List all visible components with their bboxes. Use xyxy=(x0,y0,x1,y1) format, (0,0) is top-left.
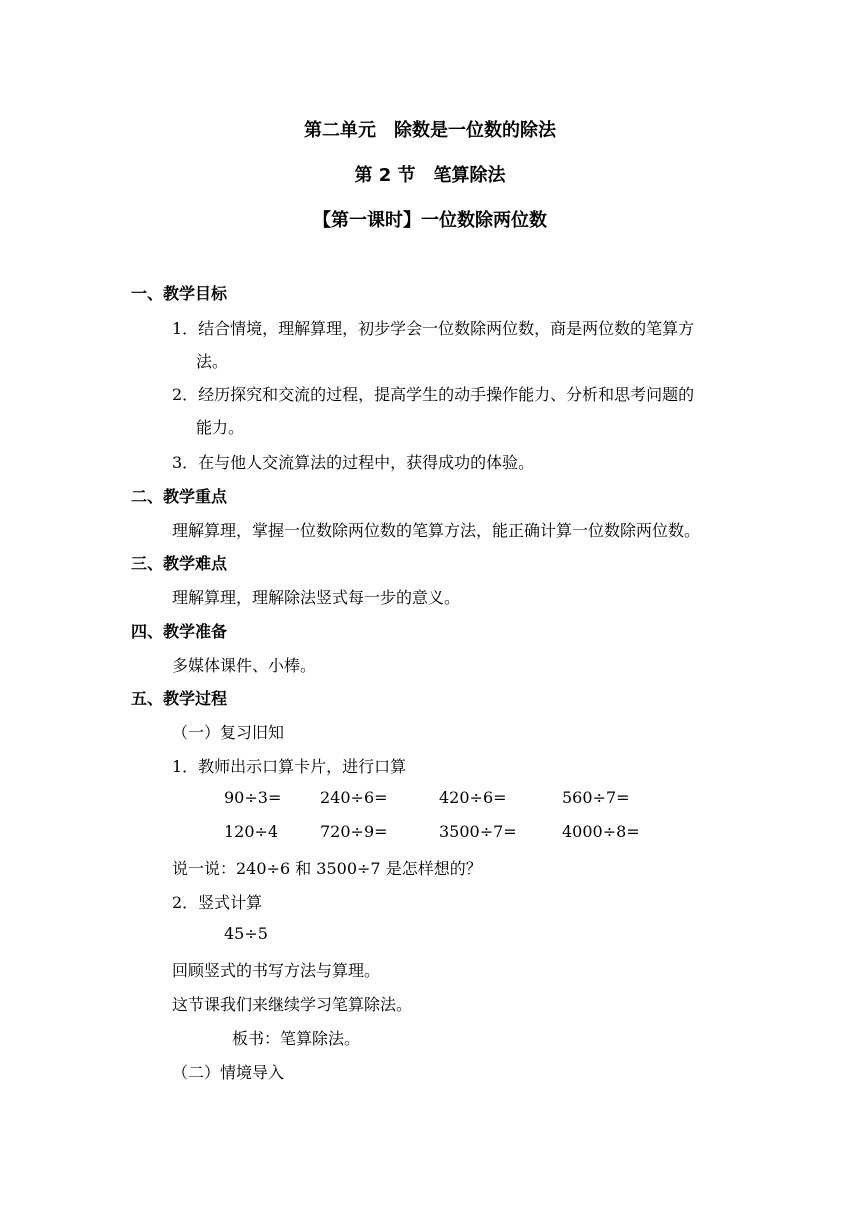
key-points-text: 理解算理，掌握一位数除两位数的笔算方法，能正确计算一位数除两位数。 xyxy=(172,521,701,540)
review-note: 回顾竖式的书写方法与算理。 xyxy=(172,961,381,980)
calc-item: 560÷7= xyxy=(562,788,630,807)
calc-item: 420÷6= xyxy=(439,788,507,807)
section-heading-difficulties: 三、教学难点 xyxy=(131,554,228,573)
goal-1-line-1: 1．结合情境，理解算理，初步学会一位数除两位数，商是两位数的笔算方 xyxy=(172,319,695,338)
goal-3: 3．在与他人交流算法的过程中，获得成功的体验。 xyxy=(172,453,535,472)
subsection-review: （一）复习旧知 xyxy=(172,723,285,742)
calc-item: 240÷6= xyxy=(320,788,388,807)
calc-item: 4000÷8= xyxy=(562,822,640,841)
step-1: 1．教师出示口算卡片，进行口算 xyxy=(172,757,407,776)
continue-note: 这节课我们来继续学习笔算除法。 xyxy=(172,995,413,1014)
section-heading-key-points: 二、教学重点 xyxy=(131,487,228,506)
section-heading-goals: 一、教学目标 xyxy=(131,284,228,303)
discussion-prompt: 说一说：240÷6 和 3500÷7 是怎样想的？ xyxy=(172,859,482,878)
section-heading-process: 五、教学过程 xyxy=(131,689,228,708)
goal-2-line-2: 能力。 xyxy=(196,418,245,437)
calc-item: 3500÷7= xyxy=(439,822,517,841)
calc-item: 90÷3= xyxy=(224,788,282,807)
step-2: 2．竖式计算 xyxy=(172,893,263,912)
calc-item: 720÷9= xyxy=(320,822,388,841)
board-note: 板书：笔算除法。 xyxy=(232,1029,361,1048)
goal-1-line-2: 法。 xyxy=(196,352,229,371)
calc-item: 120÷4 xyxy=(224,822,279,841)
section-heading-preparation: 四、教学准备 xyxy=(131,622,228,641)
subsection-situation: （二）情境导入 xyxy=(172,1063,285,1082)
unit-title: 第二单元 除数是一位数的除法 xyxy=(304,120,556,141)
lesson-title: 【第一课时】一位数除两位数 xyxy=(313,210,547,231)
difficulties-text: 理解算理，理解除法竖式每一步的意义。 xyxy=(172,588,461,607)
goal-2-line-1: 2．经历探究和交流的过程，提高学生的动手操作能力、分析和思考问题的 xyxy=(172,385,695,404)
preparation-text: 多媒体课件、小棒。 xyxy=(172,656,317,675)
vertical-calc: 45÷5 xyxy=(224,924,268,943)
section-title: 第 2 节 笔算除法 xyxy=(354,165,506,186)
